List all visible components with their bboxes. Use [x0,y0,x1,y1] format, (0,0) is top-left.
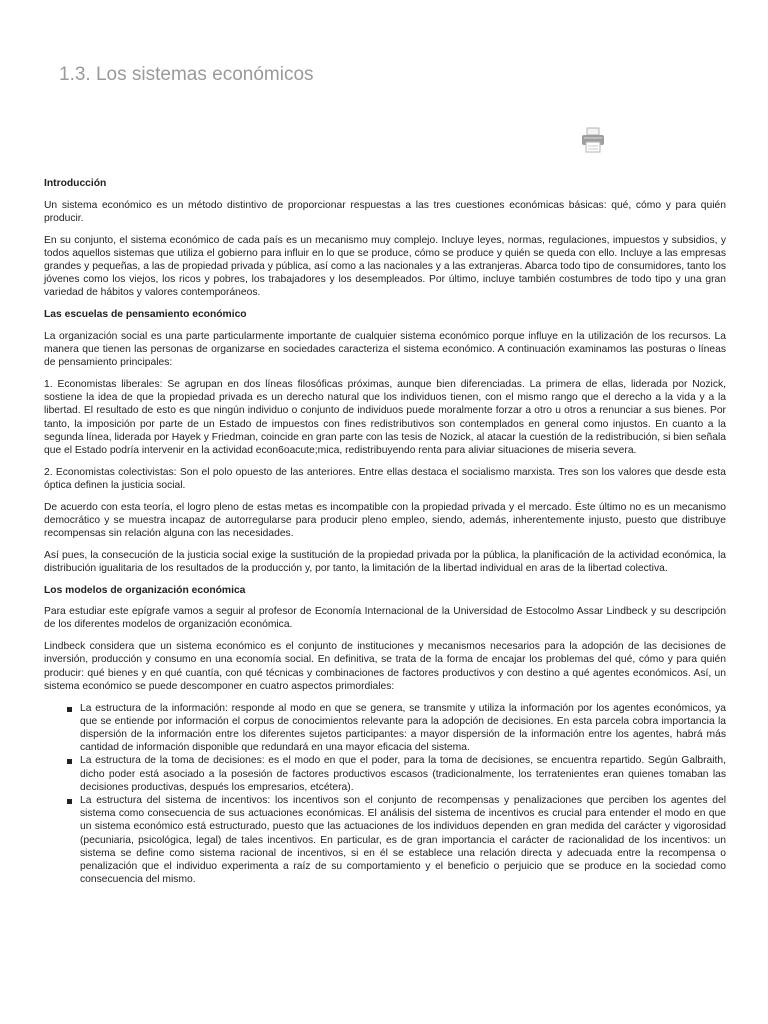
paragraph: Así pues, la consecución de la justicia social exige la sustitución de la propiedad privada por la pública, la planificación de la actividad económica, la distribución igualitaria de los resultados de la producción y, por tanto, la limitación de la libertad individual en aras de la libertad colectiva. [44,549,726,574]
paragraph: Lindbeck considera que un sistema económico es el conjunto de instituciones y mecanismos necesarios para la adopción de las decisiones de inversión, producción y consumo en una economía social. En definitiva, se trata de la forma de encajar los problemas del qué, cómo y para quién producir: qué bienes y en qué cuantía, con qué técnicas y combinaciones de factores productivos y con destino a qué agentes económicos. Así, un sistema económico se puede descomponer en cuatro aspectos primordiales: [44,641,726,692]
page-title: 1.3. Los sistemas económicos [59,64,314,85]
paragraph: La organización social es una parte particularmente importante de cualquier sistema económico porque influye en la utilización de los recursos. La manera que tienen las personas de organizarse en sociedades caracteriza el sistema económico. A continuación examinamos las posturas o líneas de pensamiento principales: [44,330,726,369]
paragraph: 1. Economistas liberales: Se agrupan en dos líneas filosóficas próximas, aunque bien diferenciadas. La primera de ellas, liderada por Nozick, sostiene la idea de que la propiedad privada es un derecho natural que los individuos tienen, con el mismo rango que el derecho a la vida y a la libertad. El resultado de esto es que ningún individuo o conjunto de individuos puede moralmente forzar a otro u otros a renunciar a sus bienes. Por tanto, la imposición por parte de un Estado de impuestos con fines redistributivos son contemplados en general como injustos. En cuanto a la segunda línea, liderada por Hayek y Friedman, coincide en gran parte con las tesis de Nozick, al atacar la cuestión de la redistribución, si bien señala que el Estado podría intervenir en la actividad econ6oacute;mica, redistribuyendo renta para aliviar situaciones de miseria severa. [44,378,726,456]
list-item: La estructura del sistema de incentivos: los incentivos son el conjunto de recompensas y penalizaciones que perciben los agentes del sistema como consecuencia de sus actuaciones económicas. El análisis del sistema de incentivos es crucial para entender el modo en que un sistema económico está estructurado, puesto que las actuaciones de los individuos dependen en gran medida del carácter y vigorosidad (pecuniaria, psicológica, legal) de tales incentivos. En particular, es de gran importancia el carácter de racionalidad de los incentivos: un sistema se define como sistema racional de incentivos, si en él se establece una relación directa y adecuada entre la recompensa o penalización que el individuo experimenta a raíz de su comportamiento y el beneficio o perjuicio que se produce en la sociedad como consecuencia del mismo. [80,794,726,886]
printer-icon[interactable] [581,127,605,153]
heading-modelos: Los modelos de organización económica [44,584,246,596]
paragraph: Un sistema económico es un método distintivo de proporcionar respuestas a las tres cuestiones económicas básicas: qué, cómo y para quién producir. [44,199,726,224]
aspects-list [44,702,726,887]
paragraph: En su conjunto, el sistema económico de cada país es un mecanismo muy complejo. Incluye leyes, normas, regulaciones, impuestos y subsidios, y todos aquellos sistemas que utiliza el gobierno para influir en lo que se produce, cómo se produce y quién se queda con ello. Incluye a las empresas grandes y pequeñas, a las de propiedad privada y pública, así como a las nacionales y a las extranjeras. Abarca todo tipo de consumidores, tanto los jóvenes como los viejos, los ricos y pobres, los trabajadores y los desempleados. Por último, incluye también costumbres de todo tipo y una gran variedad de hábitos y valores contemporáneos. [44,234,726,299]
list-item: La estructura de la información: responde al modo en que se genera, se transmite y utiliza la información por los agentes económicos, ya que se entiende por información el corpus de conocimientos relevante para la adopción de decisiones. En esta parcela cobra importancia la dispersión de la información entre los diferentes sujetos participantes: a mayor dispersión de la información entre los agentes, habrá más cantidad de información disponible que redundará en una mayor eficacia del sistema. [80,702,726,754]
paragraph: De acuerdo con esta teoría, el logro pleno de estas metas es incompatible con la propiedad privada y el mercado. Éste último no es un mecanismo democrático y se muestra incapaz de autorregularse para producir pleno empleo, siendo, además, inherentemente injusto, puesto que distribuye recompensas sin relación alguna con las necesidades. [44,501,726,539]
list-item: La estructura de la toma de decisiones: es el modo en que el poder, para la toma de decisiones, se encuentra repartido. Según Galbraith, dicho poder está asociado a la posesión de factores productivos escasos (tradicionalmente, los terratenientes eran quienes tomaban las decisiones productivas, después los empresarios, etcétera). [80,755,726,793]
paragraph: Para estudiar este epígrafe vamos a seguir al profesor de Economía Internacional de la Universidad de Estocolmo Assar Lindbeck y su descripción de los diferentes modelos de organización económica. [44,606,726,631]
heading-introduccion: Introducción [44,178,107,189]
paragraph: 2. Economistas colectivistas: Son el polo opuesto de las anteriores. Entre ellas destaca el socialismo marxista. Tres son los valores que desde esta óptica definen la justicia social. [44,466,726,491]
heading-escuelas: Las escuelas de pensamiento económico [44,309,247,321]
article-body [44,177,726,886]
